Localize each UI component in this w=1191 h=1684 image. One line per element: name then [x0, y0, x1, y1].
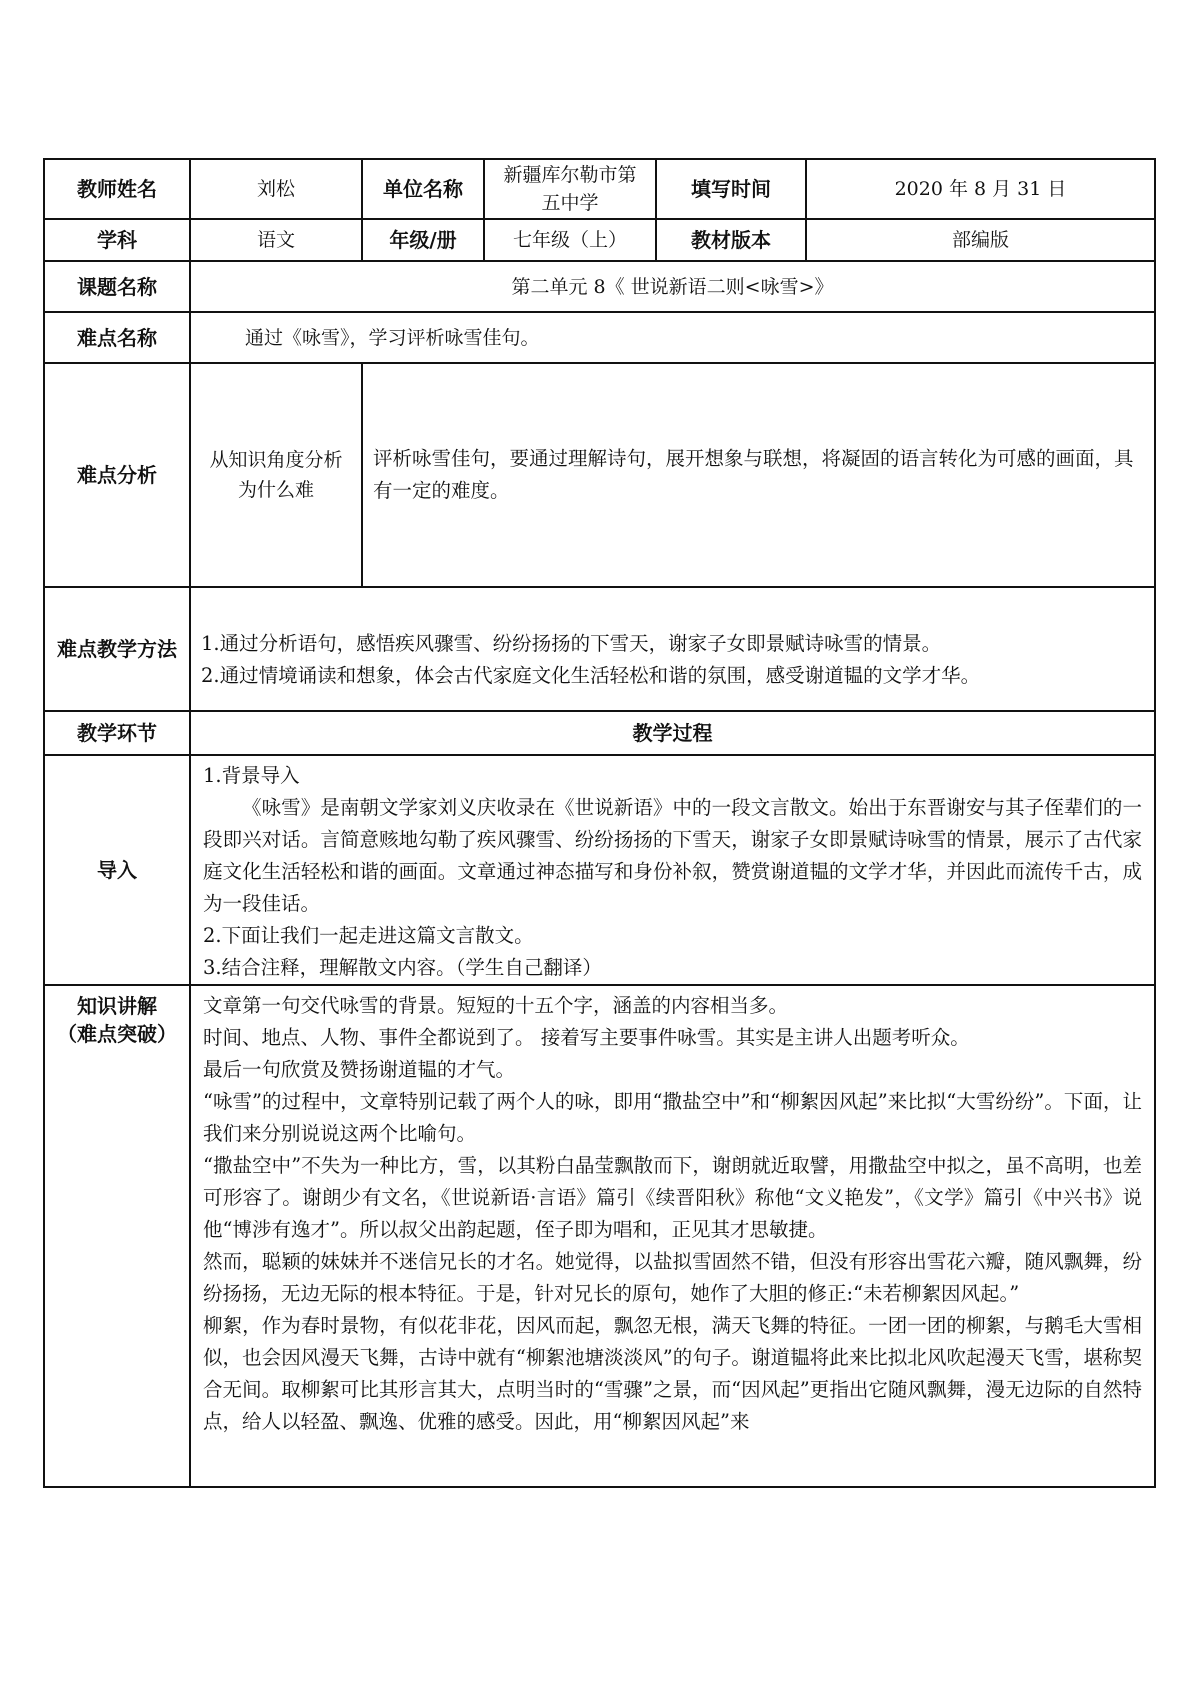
header-row-1	[44, 159, 1155, 219]
method-row	[44, 587, 1155, 711]
knowledge-paragraph: 柳絮，作为春时景物，有似花非花，因风而起，飘忽无根，满天飞舞的特征。一团一团的柳絮，与鹅毛大雪相似，也会因风漫天飞舞，古诗中就有“柳絮池塘淡淡风”的句子。谢道韫将此来比拟北风吹起漫天飞雪，堪称契合无间。取柳絮可比其形言其大，点明当时的“雪骤”之景，而“因风起”更指出它随风飘舞，漫无边际的自然特点，给人以轻盈、飘逸、优雅的感受。因此，用“柳絮因风起”来	[203, 1314, 1142, 1433]
intro-row	[44, 755, 1155, 985]
analysis-label: 难点分析	[44, 363, 190, 587]
edition-value: 部编版	[806, 219, 1155, 261]
knowledge-paragraph: 文章第一句交代咏雪的背景。短短的十五个字，涵盖的内容相当多。	[203, 994, 789, 1017]
knowledge-paragraph: 然而，聪颖的妹妹并不迷信兄长的才名。她觉得，以盐拟雪固然不错，但没有形容出雪花六瓣，随风飘舞，纷纷扬扬，无边无际的根本特征。于是，针对兄长的原句，她作了大胆的修正:“未若柳絮因风起。”	[203, 1250, 1142, 1305]
intro-label: 导入	[44, 755, 190, 985]
intro-content	[190, 755, 1155, 985]
intro-paragraph: 《咏雪》是南朝文学家刘义庆收录在《世说新语》中的一段文言散文。始出于东晋谢安与其子侄辈们的一段即兴对话。言简意赅地勾勒了疾风骤雪、纷纷扬扬的下雪天，谢家子女即景赋诗咏雪的情景，展示了古代家庭文化生活轻松和谐的画面。文章通过神态描写和身份补叙，赞赏谢道韫的文学才华，并因此而流传千古，成为一段佳话。	[203, 796, 1142, 915]
teacher-name-value: 刘松	[190, 159, 362, 219]
analysis-row	[44, 363, 1155, 587]
header-row-2	[44, 219, 1155, 261]
subject-label: 学科	[44, 219, 190, 261]
intro-line: 2.下面让我们一起走进这篇文言散文。	[203, 924, 534, 947]
teacher-name-label: 教师姓名	[44, 159, 190, 219]
intro-line: 3.结合注释，理解散文内容。（学生自己翻译）	[203, 956, 602, 979]
method-label: 难点教学方法	[44, 587, 190, 711]
topic-row	[44, 261, 1155, 312]
unit-name-value: 新疆库尔勒市第五中学	[484, 159, 656, 219]
grade-label: 年级/册	[362, 219, 484, 261]
knowledge-paragraph: “撒盐空中”不失为一种比方，雪，以其粉白晶莹飘散而下，谢朗就近取譬，用撒盐空中拟之，虽不高明，也差可形容了。谢朗少有文名，《世说新语·言语》篇引《续晋阳秋》称他“文义艳发”，《文学》篇引《中兴书》说他“博涉有逸才”。所以叔父出韵起题，侄子即为唱和，正见其才思敏捷。	[203, 1154, 1142, 1241]
difficulty-label: 难点名称	[44, 312, 190, 363]
topic-value: 第二单元 8《 世说新语二则<咏雪>》	[190, 261, 1155, 312]
knowledge-label	[44, 985, 190, 1487]
grade-value: 七年级（上）	[484, 219, 656, 261]
intro-line: 1.背景导入	[203, 764, 300, 787]
knowledge-label-line2: （难点突破）	[57, 1022, 177, 1046]
unit-name-label: 单位名称	[362, 159, 484, 219]
fill-date-label: 填写时间	[656, 159, 806, 219]
lesson-plan-table	[43, 158, 1156, 1488]
knowledge-text-clip	[203, 990, 1142, 1484]
knowledge-paragraph: 最后一句欣赏及赞扬谢道韫的才气。	[203, 1058, 516, 1081]
difficulty-row	[44, 312, 1155, 363]
topic-label: 课题名称	[44, 261, 190, 312]
edition-label: 教材版本	[656, 219, 806, 261]
knowledge-row	[44, 985, 1155, 1487]
analysis-value: 评析咏雪佳句，要通过理解诗句，展开想象与联想，将凝固的语言转化为可感的画面，具有一定的难度。	[362, 363, 1155, 587]
stage-header: 教学环节	[44, 711, 190, 755]
knowledge-paragraph: “咏雪”的过程中，文章特别记载了两个人的咏，即用“撒盐空中”和“柳絮因风起”来比拟“大雪纷纷”。下面，让我们来分别说说这两个比喻句。	[203, 1090, 1142, 1145]
process-header: 教学过程	[190, 711, 1155, 755]
knowledge-content	[190, 985, 1155, 1487]
knowledge-paragraph: 时间、地点、人物、事件全都说到了。 接着写主要事件咏雪。其实是主讲人出题考听众。	[203, 1026, 970, 1049]
subject-value: 语文	[190, 219, 362, 261]
fill-date-value: 2020 年 8 月 31 日	[806, 159, 1155, 219]
method-content	[190, 587, 1155, 711]
knowledge-label-line1: 知识讲解	[77, 994, 157, 1018]
method-item: 2.通过情境诵读和想象，体会古代家庭文化生活轻松和谐的氛围，感受谢道韫的文学才华。	[201, 664, 981, 687]
difficulty-value: 通过《咏雪》，学习评析咏雪佳句。	[190, 312, 1155, 363]
analysis-sub-label: 从知识角度分析为什么难	[190, 363, 362, 587]
method-item: 1.通过分析语句，感悟疾风骤雪、纷纷扬扬的下雪天，谢家子女即景赋诗咏雪的情景。	[201, 632, 942, 655]
process-header-row	[44, 711, 1155, 755]
